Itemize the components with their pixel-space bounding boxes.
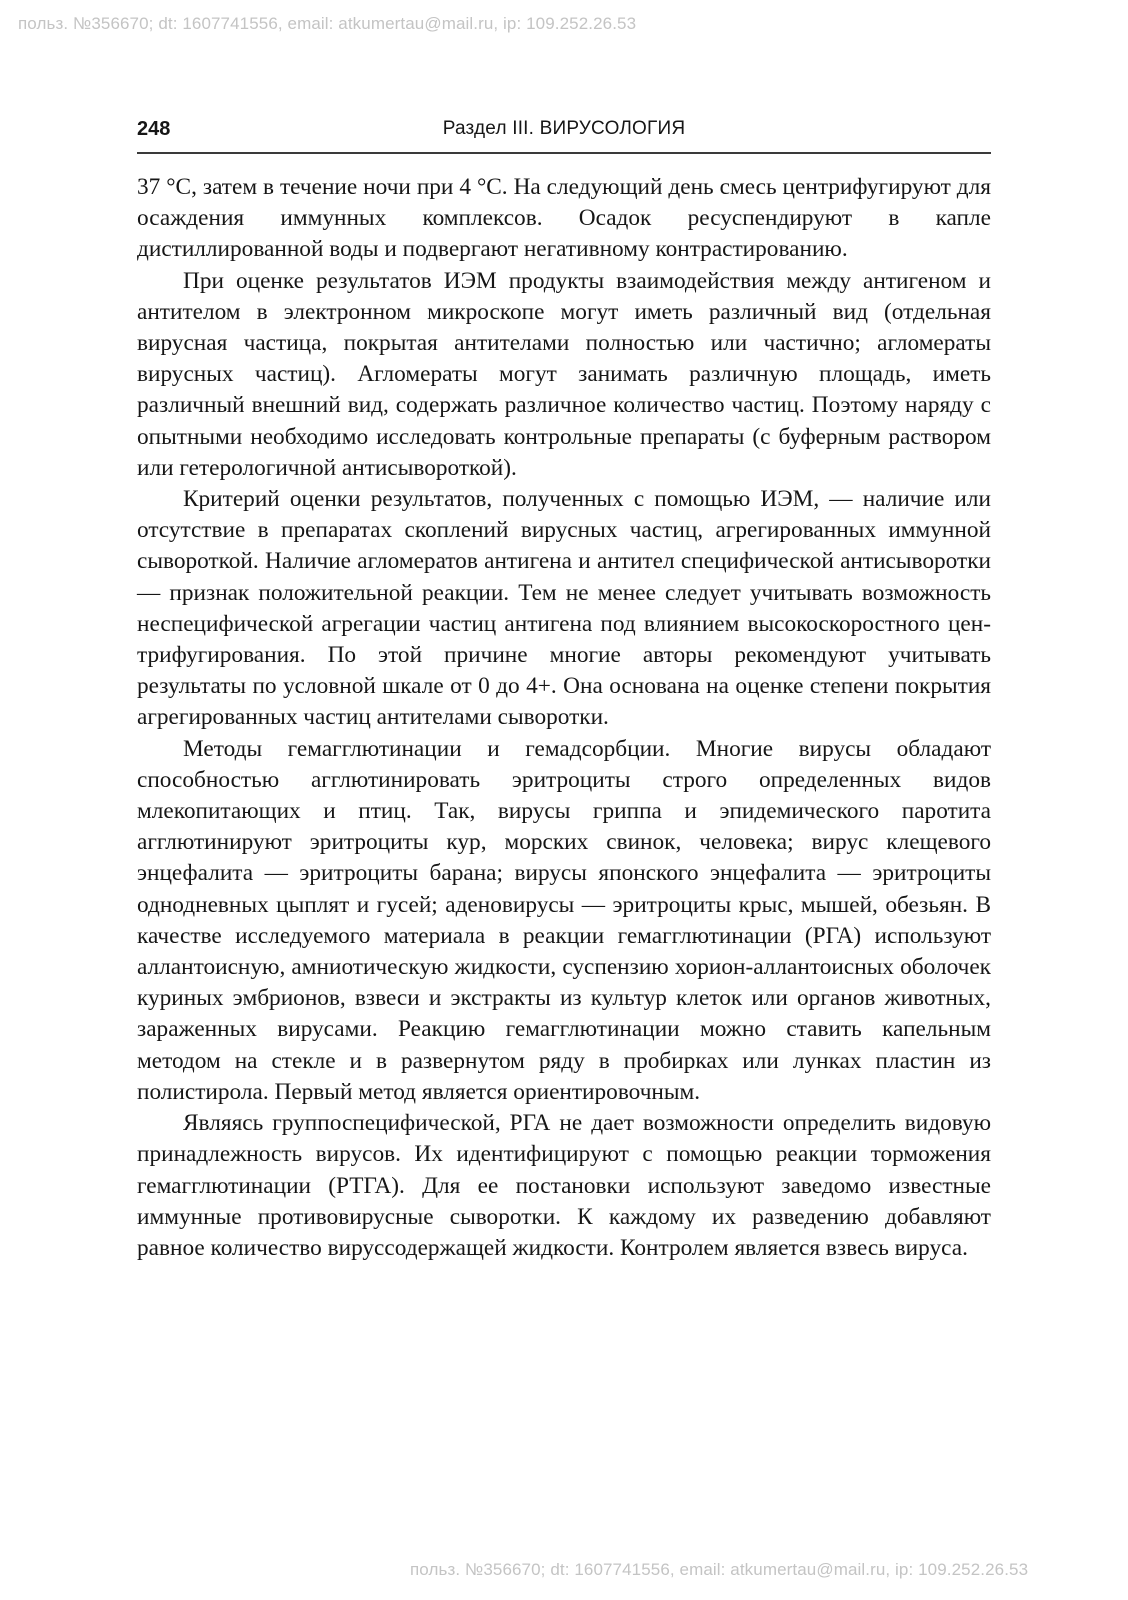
paragraph-3: Критерий оценки результатов, полученных с помощью ИЭМ, — наличие или отсутствие в препаратах скоплений вирусных частиц, агрегированных иммунной сывороткой. Наличие агломератов антигена и антител специфической антисыворотки — признак положительной реакции. Тем не менее следует учитывать возможность неспецифической агрегации частиц антигена под влиянием высокоскоростного центрифугирования. По этой причине многие авторы рекомендуют учитывать результаты по условной шкале от 0 до 4+. Она основана на оценке степени покрытия агрегированных частиц антителами сыворотки. [137,486,991,731]
paragraph-2: При оценке результатов ИЭМ продукты взаимодействия между антигеном и антителом в электронном микроскопе могут иметь различный вид (отдельная вирусная частица, покрытая антителами полностью или частично; агломераты вирусных частиц). Агломераты могут занимать различную площадь, иметь различный внешний вид, содержать различное количество частиц. Поэтому наряду с опытными необходимо исследовать контрольные препараты (с буферным раствором или гетерологичной антисывороткой). [137,267,991,481]
page-number: 248 [137,118,171,140]
watermark-top: польз. №356670; dt: 1607741556, email: atkumertau@mail.ru, ip: 109.252.26.53 [18,14,637,33]
paragraph-1: 37 °С, затем в течение ночи при 4 °С. На следующий день смесь центрифугируют для осаждения иммунных комплексов. Осадок ресуспендируют в капле дистиллированной воды и подвергают негативному контрастированию. [137,174,991,263]
watermark-bottom: польз. №356670; dt: 1607741556, email: atkumertau@mail.ru, ip: 109.252.26.53 [410,1560,1029,1579]
paragraph-4: Методы гемагглютинации и гемадсорбции. Многие вирусы обладают способностью агглютинировать эритроциты строго определенных видов млекопитающих и птиц. Так, вирусы гриппа и эпидемического паротита агглютинируют эритроциты кур, морских свинок, человека; вирус клещевого энцефалита — эритроциты барана; вирусы японского энцефалита — эритроциты однодневных цыплят и гусей; аденовирусы — эритроциты крыс, мышей, обезьян. В качестве исследуемого материала в реакции гемагглютинации (РГА) используют аллантоисную, амниотическую жидкости, суспензию хорион-аллантоисных оболочек куриных эмбрионов, взвеси и экстракты из культур клеток или органов животных, зараженных вирусами. Реакцию гемагглютинации можно ставить капельным методом на стекле и в развернутом ряду в пробирках или лунках пластин из полистирола. Первый метод является ориентировочным. [137,735,991,1105]
paragraph-5: Являясь группоспецифической, РГА не дает возможности определить видовую принадлежность вирусов. Их идентифицируют с помощью реакции торможения гемагглютинации (РТГА). Для ее постановки используют заведомо известные иммунные противовирусные сыворотки. К каждому их разведению добавляют равное количество вируссодержащей жидкости. Контролем является взвесь вируса. [137,1110,991,1261]
running-title: Раздел III. ВИРУСОЛОГИЯ [442,118,686,139]
page-header [137,116,991,154]
body-text [137,172,991,1264]
